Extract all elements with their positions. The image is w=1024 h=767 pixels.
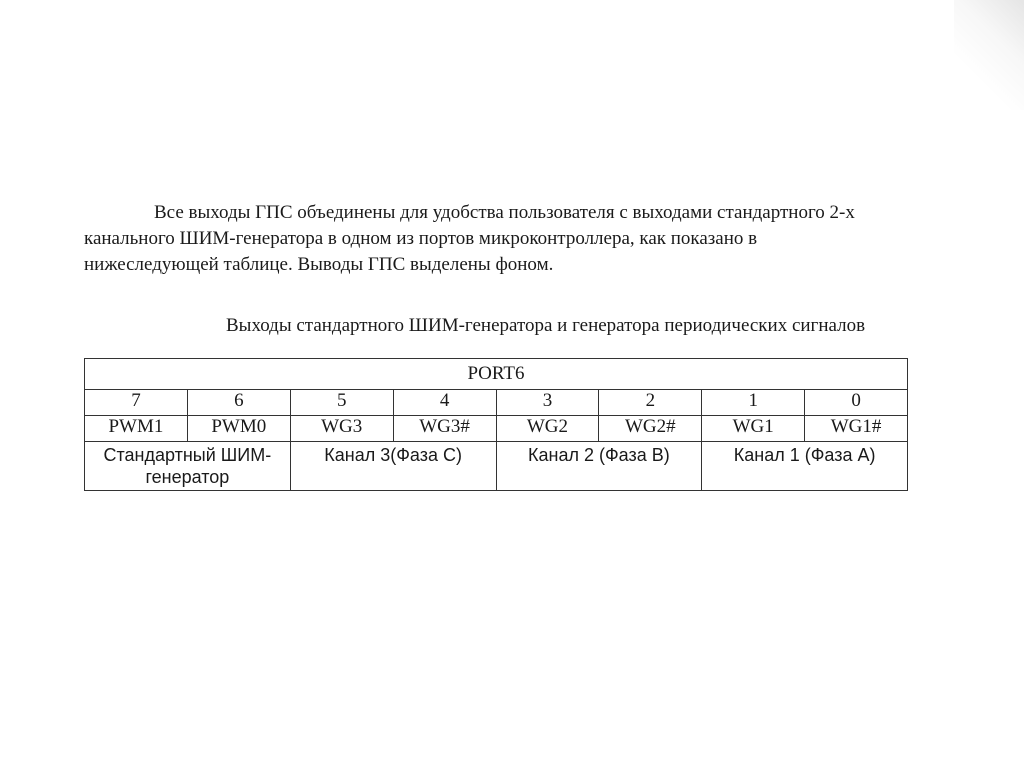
signals-row (85, 416, 908, 442)
table-caption: Выходы стандартного ШИМ-генератора и генератора периодических сигналов (226, 315, 866, 336)
bit-cell: 7 (85, 390, 188, 416)
paragraph-line-1: Все выходы ГПС объединены для удобства пользователя с выходами стандартного 2-х (154, 202, 855, 223)
page-corner-shadow (954, 0, 1024, 110)
signal-cell: WG1 (702, 416, 805, 442)
port-label-cell: PORT6 (85, 359, 908, 390)
signal-cell: WG3 (290, 416, 393, 442)
groups-row (85, 442, 908, 491)
bit-cell: 4 (393, 390, 496, 416)
group-cell-channel-1: Канал 1 (Фаза А) (702, 442, 908, 491)
paragraph-line-2: канального ШИМ-генератора в одном из портов микроконтроллера, как показано в (84, 228, 758, 249)
signal-cell: PWM0 (187, 416, 290, 442)
signal-cell: WG2# (599, 416, 702, 442)
bit-cell: 6 (187, 390, 290, 416)
intro-paragraph (84, 200, 964, 278)
bits-row (85, 390, 908, 416)
signal-cell: WG1# (805, 416, 908, 442)
port-row (85, 359, 908, 390)
signal-cell: WG2 (496, 416, 599, 442)
bit-cell: 5 (290, 390, 393, 416)
group-cell-channel-3: Канал 3(Фаза С) (290, 442, 496, 491)
bit-cell: 0 (805, 390, 908, 416)
bit-cell: 1 (702, 390, 805, 416)
paragraph-line-3: нижеследующей таблице. Выводы ГПС выделены фоном. (84, 254, 554, 275)
bit-cell: 3 (496, 390, 599, 416)
bit-cell: 2 (599, 390, 702, 416)
group-cell-channel-2: Канал 2 (Фаза В) (496, 442, 702, 491)
port6-table (84, 358, 908, 491)
signal-cell: PWM1 (85, 416, 188, 442)
signal-cell: WG3# (393, 416, 496, 442)
group-cell-standard-pwm: Стандартный ШИМ-генератор (85, 442, 291, 491)
